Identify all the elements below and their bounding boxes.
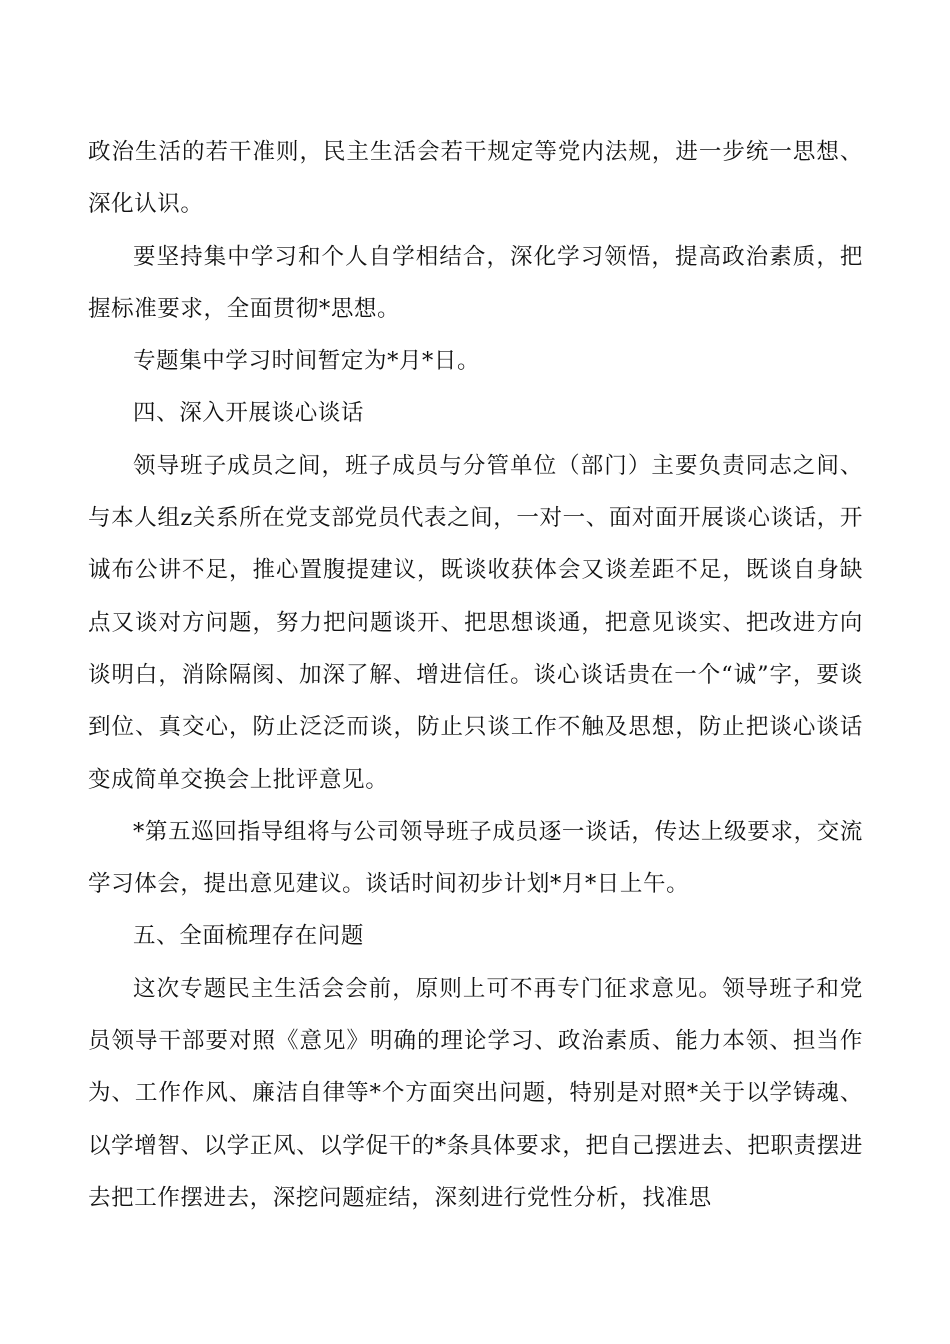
document-body xyxy=(88,126,863,1224)
paragraph-inspection-group: *第五巡回指导组将与公司领导班子成员逐一谈话，传达上级要求，交流学习体会，提出意见建议。谈话时间初步计划*月*日上午。 xyxy=(88,818,863,898)
paragraph-talks-detail: 领导班子成员之间，班子成员与分管单位（部门）主要负责同志之间、与本人组z关系所在党支部党员代表之间，一对一、面对面开展谈心谈话，开诚布公讲不足，推心置腹提建议，既谈收获体会又谈差距不足，既谈自身缺点又谈对方问题，努力把问题谈开、把思想谈通，把意见谈实、把改进方向谈明白，消除隔阂、加深了解、增进信任。谈心谈话贵在一个“诚”字，要谈到位、真交心，防止泛泛而谈，防止只谈工作不触及思想，防止把谈心谈话变成简单交换会上批评意见。 xyxy=(88,452,863,793)
section-heading-problems: 五、全面梳理存在问题 xyxy=(133,923,365,950)
section-heading-talks: 四、深入开展谈心谈话 xyxy=(133,400,365,427)
paragraph-study-time: 专题集中学习时间暂定为*月*日。 xyxy=(133,348,481,375)
paragraph-problems-detail: 这次专题民主生活会会前，原则上可不再专门征求意见。领导班子和党员领导干部要对照《意见》明确的理论学习、政治素质、能力本领、担当作为、工作作风、廉洁自律等*个方面突出问题，特别是对照*关于以学铸魂、以学增智、以学正风、以学促干的*条具体要求，把自己摆进去、把职责摆进去把工作摆进去，深挖问题症结，深刻进行党性分析，找准思 xyxy=(88,975,863,1211)
paragraph-continuation: 政治生活的若干准则，民主生活会若干规定等党内法规，进一步统一思想、深化认识。 xyxy=(88,139,863,218)
paragraph-study-method: 要坚持集中学习和个人自学相结合，深化学习领悟，提高政治素质，把握标准要求，全面贯彻*思想。 xyxy=(88,243,863,322)
